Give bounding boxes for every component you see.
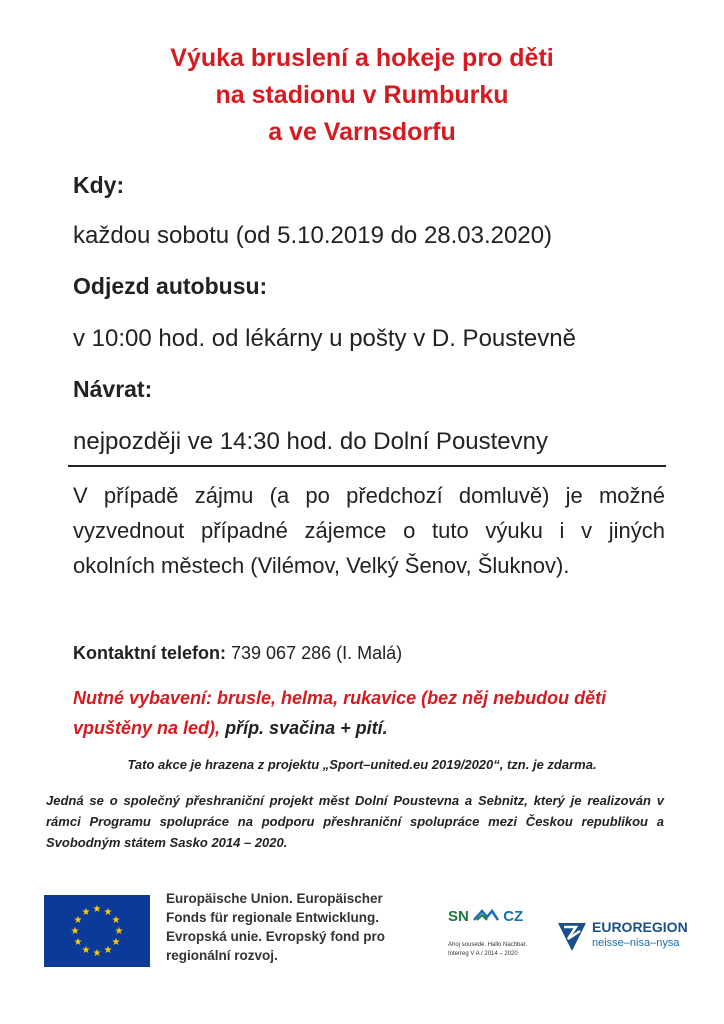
euroregion-name: EUROREGION bbox=[592, 919, 688, 935]
svg-text:★: ★ bbox=[73, 915, 83, 926]
contact-line bbox=[73, 643, 402, 664]
when-label: Kdy: bbox=[73, 172, 125, 198]
euroregion-sub: neisse–nisa–nysa bbox=[592, 937, 680, 949]
bus-label: Odjezd autobusu: bbox=[73, 273, 268, 299]
svg-text:★: ★ bbox=[81, 945, 91, 956]
return-value: nejpozději ve 14:30 hod. do Dolní Poustevny bbox=[73, 428, 548, 455]
svg-text:★: ★ bbox=[81, 907, 91, 918]
title-line-3: a ve Varnsdorfu bbox=[268, 118, 456, 146]
eu-flag-icon bbox=[44, 895, 150, 967]
funding-note: Tato akce je hrazena z projektu „Sport–united.eu 2019/2020“, tzn. je zdarma. bbox=[127, 757, 597, 772]
title-line-2: na stadionu v Rumburku bbox=[215, 81, 509, 109]
eu-fund-text bbox=[166, 889, 416, 965]
equipment-optional: příp. svačina + pití. bbox=[225, 718, 388, 738]
sncz-wordmark bbox=[448, 908, 523, 925]
svg-text:★: ★ bbox=[111, 915, 121, 926]
sncz-tagline: Ahoj sousede. Hallo Nachbar. bbox=[448, 942, 528, 948]
eu-stars-icon bbox=[44, 895, 150, 967]
eu-text-line-2: Fonds für regionale Entwicklung. bbox=[166, 910, 380, 925]
return-label: Návrat: bbox=[73, 376, 153, 402]
svg-text:★: ★ bbox=[103, 907, 113, 918]
equipment-required: Nutné vybavení: brusle, helma, rukavice (bez něj nebudou děti vpuštěny na led), bbox=[73, 688, 607, 738]
bus-value: v 10:00 hod. od lékárny u pošty v D. Poustevně bbox=[73, 325, 576, 352]
divider bbox=[68, 465, 666, 467]
svg-text:★: ★ bbox=[73, 937, 83, 948]
svg-text:★: ★ bbox=[111, 937, 121, 948]
svg-text:★: ★ bbox=[70, 926, 80, 937]
svg-text:★: ★ bbox=[92, 904, 102, 915]
svg-text:★: ★ bbox=[103, 945, 113, 956]
sncz-program: Interreg V A / 2014 – 2020 bbox=[448, 951, 518, 957]
page-title bbox=[0, 40, 724, 151]
eu-text-line-4: regionální rozvoj. bbox=[166, 948, 278, 963]
euroregion-emblem-icon bbox=[556, 919, 588, 953]
eu-text-line-3: Evropská unie. Evropský fond pro bbox=[166, 929, 386, 944]
contact-label: Kontaktní telefon: bbox=[73, 643, 226, 663]
equipment-note bbox=[73, 683, 663, 743]
contact-phone: 739 067 286 (I. Malá) bbox=[231, 643, 403, 663]
eu-text-line-1: Europäische Union. Europäischer bbox=[166, 891, 383, 906]
sncz-sn: SN bbox=[448, 908, 469, 925]
title-line-1: Výuka bruslení a hokeje pro děti bbox=[170, 44, 554, 72]
euroregion-logo bbox=[556, 915, 686, 960]
project-note: Jedná se o společný přeshraniční projekt měst Dolní Poustevna a Sebnitz, který je realizován v rámci Programu spolupráce na podporu přeshraniční spolupráce mezi Českou republikou a Svobodným státem Sasko 2014 – 2020. bbox=[46, 793, 664, 850]
info-paragraph: V případě zájmu (a po předchozí domluvě) je možné vyzvednout případné zájemce o tuto výuku i v jiných okolních městech (Vilémov, Velký Šenov, Šluknov). bbox=[73, 483, 665, 578]
sncz-logo bbox=[440, 908, 540, 968]
svg-text:★: ★ bbox=[114, 926, 124, 937]
when-value: každou sobotu (od 5.10.2019 do 28.03.2020) bbox=[73, 222, 553, 249]
sncz-bridge-icon bbox=[473, 908, 499, 922]
svg-text:★: ★ bbox=[92, 948, 102, 959]
sncz-cz: CZ bbox=[503, 908, 524, 925]
